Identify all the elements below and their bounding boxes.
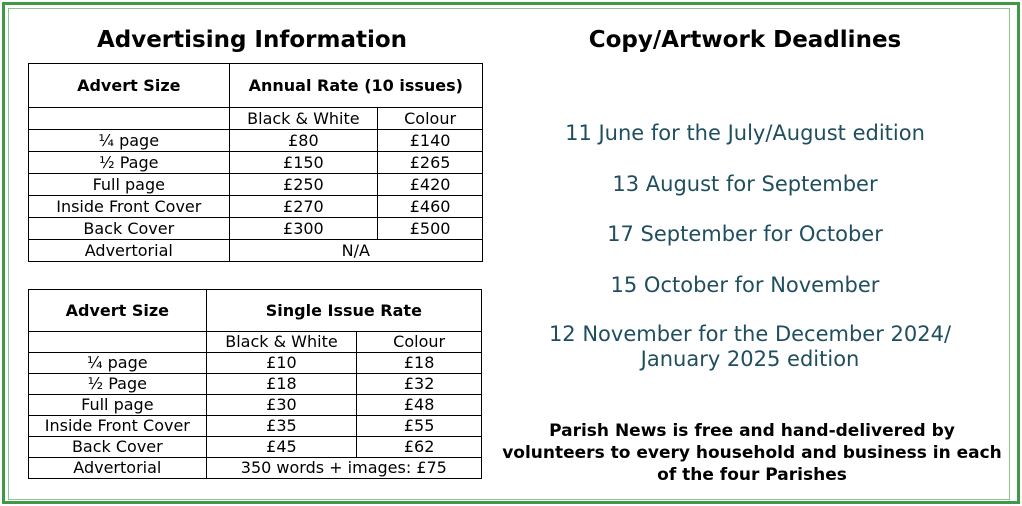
size-cell: Advertorial	[29, 458, 207, 479]
colour-price-cell: £55	[357, 416, 482, 437]
table-row	[29, 416, 482, 437]
colour-price-cell: £32	[357, 374, 482, 395]
deadline-item: 17 September for October	[607, 222, 883, 246]
bw-price-cell: £18	[206, 374, 357, 395]
deadline-item: 13 August for September	[612, 172, 878, 196]
advertising-info-title: Advertising Information	[96, 27, 408, 53]
table-row	[29, 458, 482, 479]
table-row	[29, 395, 482, 416]
table-row	[29, 152, 483, 174]
deadline-item: 11 June for the July/August edition	[565, 121, 925, 145]
single-blank-cell	[29, 332, 207, 353]
deadline-item: 12 November for the December 2024/ January 2025 edition	[548, 322, 952, 371]
colour-price-cell: £265	[378, 152, 483, 174]
table-row	[29, 240, 483, 262]
table-row	[29, 130, 483, 152]
table-row	[29, 353, 482, 374]
size-cell: ¼ page	[29, 130, 230, 152]
deadlines-title: Copy/Artwork Deadlines	[588, 27, 902, 53]
size-cell: ½ Page	[29, 374, 207, 395]
annual-colour-header: Colour	[378, 108, 483, 130]
colour-price-cell: £140	[378, 130, 483, 152]
colour-price-cell: £62	[357, 437, 482, 458]
size-cell: Full page	[29, 395, 207, 416]
colour-price-cell: £18	[357, 353, 482, 374]
single-rate-header: Single Issue Rate	[206, 290, 481, 332]
table-row	[29, 196, 483, 218]
bw-price-cell: £30	[206, 395, 357, 416]
advertorial-value-cell: N/A	[229, 240, 482, 262]
annual-rate-header: Annual Rate (10 issues)	[229, 64, 482, 108]
size-cell: Back Cover	[29, 437, 207, 458]
size-cell: Back Cover	[29, 218, 230, 240]
single-colour-header: Colour	[357, 332, 482, 353]
colour-price-cell: £460	[378, 196, 483, 218]
annual-bw-header: Black & White	[229, 108, 378, 130]
size-cell: Advertorial	[29, 240, 230, 262]
bw-price-cell: £150	[229, 152, 378, 174]
colour-price-cell: £500	[378, 218, 483, 240]
bw-price-cell: £80	[229, 130, 378, 152]
size-cell: Inside Front Cover	[29, 416, 207, 437]
size-cell: Inside Front Cover	[29, 196, 230, 218]
colour-price-cell: £420	[378, 174, 483, 196]
colour-price-cell: £48	[357, 395, 482, 416]
size-cell: ½ Page	[29, 152, 230, 174]
annual-blank-cell	[29, 108, 230, 130]
deadline-item: 15 October for November	[610, 273, 880, 297]
bw-price-cell: £45	[206, 437, 357, 458]
size-cell: Full page	[29, 174, 230, 196]
table-row	[29, 218, 483, 240]
single-bw-header: Black & White	[206, 332, 357, 353]
bw-price-cell: £270	[229, 196, 378, 218]
single-issue-rate-table	[28, 289, 482, 479]
annual-rate-table	[28, 63, 483, 262]
annual-size-header: Advert Size	[29, 64, 230, 108]
bw-price-cell: £10	[206, 353, 357, 374]
table-row	[29, 374, 482, 395]
bw-price-cell: £300	[229, 218, 378, 240]
advertorial-value-cell: 350 words + images: £75	[206, 458, 481, 479]
size-cell: ¼ page	[29, 353, 207, 374]
single-size-header: Advert Size	[29, 290, 207, 332]
table-row	[29, 437, 482, 458]
table-row	[29, 174, 483, 196]
parish-news-note: Parish News is free and hand-delivered by volunteers to every household and business in each of the four Parishes	[502, 421, 1002, 485]
bw-price-cell: £35	[206, 416, 357, 437]
bw-price-cell: £250	[229, 174, 378, 196]
